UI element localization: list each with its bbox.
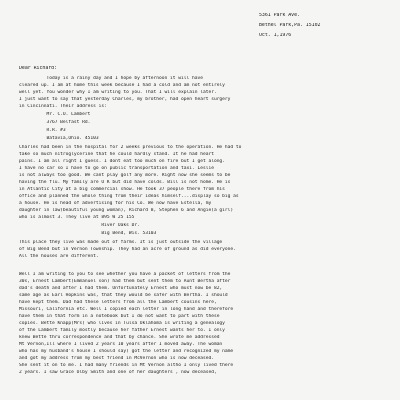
return-address-street: 5361 Park Ave.: [259, 13, 300, 18]
body-line: of Big Bend but in Vernon Township. They had an acre of ground as did everyone.: [19, 247, 236, 252]
body-line: 3767 Belfast Rd.: [19, 120, 91, 125]
body-line: in Atlantic City at a big commercial show. He took 37 people there from his: [19, 187, 225, 192]
body-line: I just want to say that yesterday Charles, my brother, had open heart surgery: [19, 97, 231, 102]
body-line: office and planned the whole thing from their ideas himself....display so big as: [19, 194, 239, 199]
body-line: dad's death and after I had them. Unfortunately Ernest who must now be 82,: [19, 286, 223, 291]
body-line: 2 years. I saw Grace Olby Smith and one of her daughters , now deceased,: [19, 370, 217, 375]
body-line: daughter in law(beautiful young woman), Richard 8, Stephen 6 and Angie(a girl): [19, 208, 234, 213]
body-line: in Cincinnati. Their address is:: [19, 104, 107, 109]
body-line: of the Lambert family mostly because her father Ernest wants her to. I only: [19, 328, 225, 333]
body-line: Batavia,Ohio. 45103: [19, 136, 99, 141]
body-line: having the flu. My family are O K but did have colds. Bill is not home. He is: [19, 180, 231, 185]
body-line: cleared up. I am at home this week because I had a cold and am not entirely: [19, 83, 225, 88]
body-line: copies. Bette Knapp(Mrs) who lives in Tulsa Oklahoma is writing a genealogy: [19, 321, 225, 326]
body-line: have kept them. Dad had these letters from all the Lambert cousins here,: [19, 300, 217, 305]
body-line: have them in that form in a notebook but I do not want to part with these: [19, 314, 220, 319]
body-line: Charles had been in the hospital for 2 weeks previous to the operation. He had to: [19, 145, 242, 150]
body-line: take so much nitroglycerine that he could hardly stand. It he had heart: [19, 152, 214, 157]
body-line: Today is a rainy day and I hope by afternoon it will have: [19, 76, 203, 81]
body-line: a house. He is head of advertising for his Co. We now have Estella, my: [19, 201, 212, 206]
body-line: R.R. #3: [19, 128, 66, 133]
salutation: Dear Richard:: [19, 66, 58, 71]
body-line: who is almost 3. They live at 895 W 25 155: [19, 215, 135, 220]
body-line: Big Bend, Wis. 53103: [19, 231, 157, 236]
return-address-city: Bethel Park,Pa. 15102: [259, 23, 321, 28]
body-line: 30s, Ernest Lambert(Emmanuel son) had them but sent them to Aunt Bertha after: [19, 279, 231, 284]
body-line: River Oaks Dr.: [19, 223, 140, 228]
body-line: This place they live was made out of farms. It is just outside the village: [19, 240, 223, 245]
body-line: Mr. C.O. Lambert: [19, 112, 91, 117]
body-line: I have no car so I have to go on public transportation and taxi. Leslie: [19, 166, 214, 171]
body-line: well yet. You wonder why I am writing to you. That I will explain later.: [19, 90, 217, 95]
body-line: pains. I am all right I guess. I dont eat too much on fire but I get along.: [19, 159, 225, 164]
body-line: Well I am writing to you to see whether you have a packet of letters from the: [19, 272, 231, 277]
body-line: Missouri, California etc. Well I copied each letter in long hand and therefore: [19, 307, 234, 312]
letter-date: Oct. 1,1976: [259, 33, 292, 38]
body-line: She sent it on to me. I had many friends in Mt Vernon altho I only lived there: [19, 363, 234, 368]
body-line: is not always too good. We cant play golf any more. Right now she seems to be: [19, 173, 231, 178]
body-line: knew Bette thru correspondence and that by chance. She wrote me addressed: [19, 335, 220, 340]
body-line: Mt Vernon,Ill where I lived 2 years 10 years after I moved away. The woman: [19, 342, 223, 347]
body-line: same age as Earl Hopkins was, that they would be safer with Bertha. I should: [19, 293, 228, 298]
body-line: who has my husband's house I should say) got the letter and recognized my name: [19, 349, 234, 354]
body-line: All the houses are different.: [19, 254, 99, 259]
body-line: and got my address from my best friend in McVernon who is now deceased.: [19, 356, 214, 361]
